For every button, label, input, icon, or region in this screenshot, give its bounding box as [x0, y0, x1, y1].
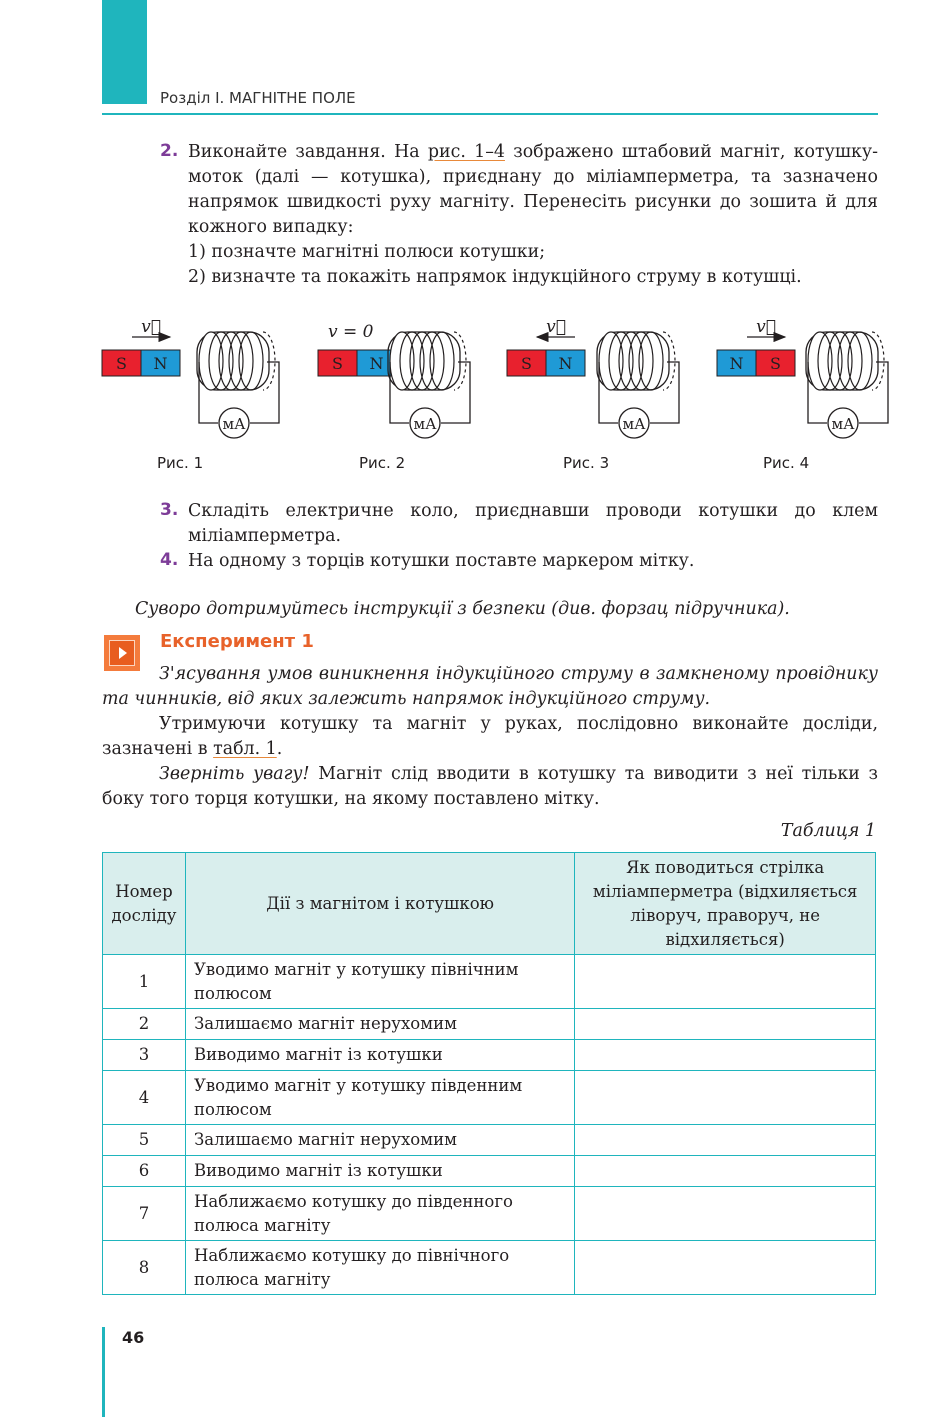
pole-label: N — [558, 354, 573, 373]
table-row — [103, 1125, 876, 1156]
header-divider — [102, 113, 878, 115]
safety-note: Суворо дотримуйтесь інструкції з безпеки (див. форзац підручника). — [135, 599, 790, 619]
table-row — [103, 1241, 876, 1295]
experiment-action: Виводимо магніт із котушки — [185, 1040, 574, 1071]
experiment-table — [102, 852, 876, 1295]
table-row — [103, 1156, 876, 1187]
meter-label: мА — [413, 415, 437, 433]
observation-cell[interactable] — [575, 1125, 876, 1156]
pole-label: N — [153, 354, 168, 373]
coil — [597, 332, 675, 390]
experiment-number: 2 — [103, 1009, 186, 1040]
pole-label: N — [369, 354, 384, 373]
task-2-item-2: 2) визначте та покажіть напрямок індукційного струму в котушці. — [188, 267, 802, 287]
figure-4 — [717, 317, 888, 472]
experiment-title: Експеримент 1 — [160, 631, 314, 652]
table-header-row — [103, 853, 876, 955]
experiment-action: Залишаємо магніт нерухомим — [185, 1125, 574, 1156]
meter-label: мА — [622, 415, 646, 433]
experiment-number: 8 — [103, 1241, 186, 1295]
experiment-action: Наближаємо котушку до північного полюса магніту — [185, 1241, 574, 1295]
experiment-number: 3 — [103, 1040, 186, 1071]
experiment-goal: З'ясування умов виникнення індукційного струму в замкненому провіднику та чинників, від яких залежить напрямок індукційного струму. — [102, 664, 878, 709]
header-observation: Як поводиться стрілка міліамперметра (відхиляється ліворуч, праворуч, не відхиляється) — [575, 853, 876, 955]
figures-svg — [0, 300, 952, 480]
table-row — [103, 955, 876, 1009]
experiment-paragraph-1: Утримуючи котушку та магніт у руках, послідовно виконайте досліди, зазначені в табл. 1. — [102, 714, 878, 759]
task-3-text: Складіть електричне коло, приєднавши проводи котушки до клем міліамперметра. — [188, 501, 878, 546]
figure-1 — [102, 317, 279, 472]
velocity-label: v⃗ — [546, 317, 566, 337]
pole-label: S — [332, 354, 343, 373]
observation-cell[interactable] — [575, 1187, 876, 1241]
meter-label: мА — [222, 415, 246, 433]
pole-label: N — [729, 354, 744, 373]
experiment-action: Уводимо магніт у котушку північним полюсом — [185, 955, 574, 1009]
experiment-number: 6 — [103, 1156, 186, 1187]
observation-cell[interactable] — [575, 1156, 876, 1187]
meter-label: мА — [831, 415, 855, 433]
task-2-text: Виконайте завдання. На рис. 1–4 зображено штабовий магніт, котушку-моток (далі — котушка), приєднану до міліамперметра, та зазначено напрямок швидкості руху магніту. Перенесіть рисунки до зошита й для кожного випадку: — [188, 142, 878, 237]
experiment-action: Наближаємо котушку до південного полюса магніту — [185, 1187, 574, 1241]
observation-cell[interactable] — [575, 1009, 876, 1040]
observation-cell[interactable] — [575, 1040, 876, 1071]
header-color-block — [102, 0, 147, 104]
pole-label: S — [521, 354, 532, 373]
header-number: Номер досліду — [103, 853, 186, 955]
task-number: 4. — [160, 550, 179, 570]
experiment-paragraph-2: Зверніть увагу! Магніт слід вводити в котушку та виводити з неї тільки з боку того торця котушки, на якому поставлено мітку. — [102, 764, 878, 809]
task-number: 2. — [160, 141, 179, 161]
coil — [388, 332, 466, 390]
observation-cell[interactable] — [575, 955, 876, 1009]
figure-caption: Рис. 2 — [359, 454, 406, 472]
figure-2 — [318, 322, 470, 472]
coil — [197, 332, 275, 390]
figure-caption: Рис. 3 — [563, 454, 610, 472]
page-number: 46 — [122, 1328, 145, 1347]
task-number: 3. — [160, 500, 179, 520]
attention-label: Зверніть увагу! — [159, 764, 310, 784]
task-2-item-1: 1) позначте магнітні полюси котушки; — [188, 242, 546, 262]
experiment-number: 4 — [103, 1071, 186, 1125]
figure-caption: Рис. 1 — [157, 454, 204, 472]
experiment-action: Залишаємо магніт нерухомим — [185, 1009, 574, 1040]
table-caption: Таблиця 1 — [780, 821, 876, 841]
figure-3 — [507, 317, 679, 472]
table-reference-link[interactable]: табл. 1 — [213, 739, 277, 759]
task-2 — [160, 140, 878, 290]
experiment-number: 7 — [103, 1187, 186, 1241]
task-4 — [160, 549, 878, 574]
task-3 — [160, 499, 878, 549]
velocity-label: v⃗ — [141, 317, 161, 337]
coil — [806, 332, 884, 390]
observation-cell[interactable] — [575, 1071, 876, 1125]
figure-caption: Рис. 4 — [763, 454, 810, 472]
figure-reference-link[interactable]: рис. 1–4 — [427, 142, 505, 162]
table-row — [103, 1071, 876, 1125]
experiment-action: Виводимо магніт із котушки — [185, 1156, 574, 1187]
section-title: Розділ I. МАГНІТНЕ ПОЛЕ — [160, 89, 356, 107]
velocity-label: v⃗ — [756, 317, 776, 337]
footer-bar — [102, 1327, 105, 1417]
task-4-text: На одному з торців котушки поставте маркером мітку. — [188, 551, 695, 571]
pole-label: S — [770, 354, 781, 373]
observation-cell[interactable] — [575, 1241, 876, 1295]
velocity-label: v = 0 — [328, 322, 374, 342]
table-row — [103, 1040, 876, 1071]
experiment-number: 1 — [103, 955, 186, 1009]
header-action: Дії з магнітом і котушкою — [185, 853, 574, 955]
experiment-action: Уводимо магніт у котушку південним полюсом — [185, 1071, 574, 1125]
table-row — [103, 1009, 876, 1040]
experiment-number: 5 — [103, 1125, 186, 1156]
pole-label: S — [116, 354, 127, 373]
table-row — [103, 1187, 876, 1241]
